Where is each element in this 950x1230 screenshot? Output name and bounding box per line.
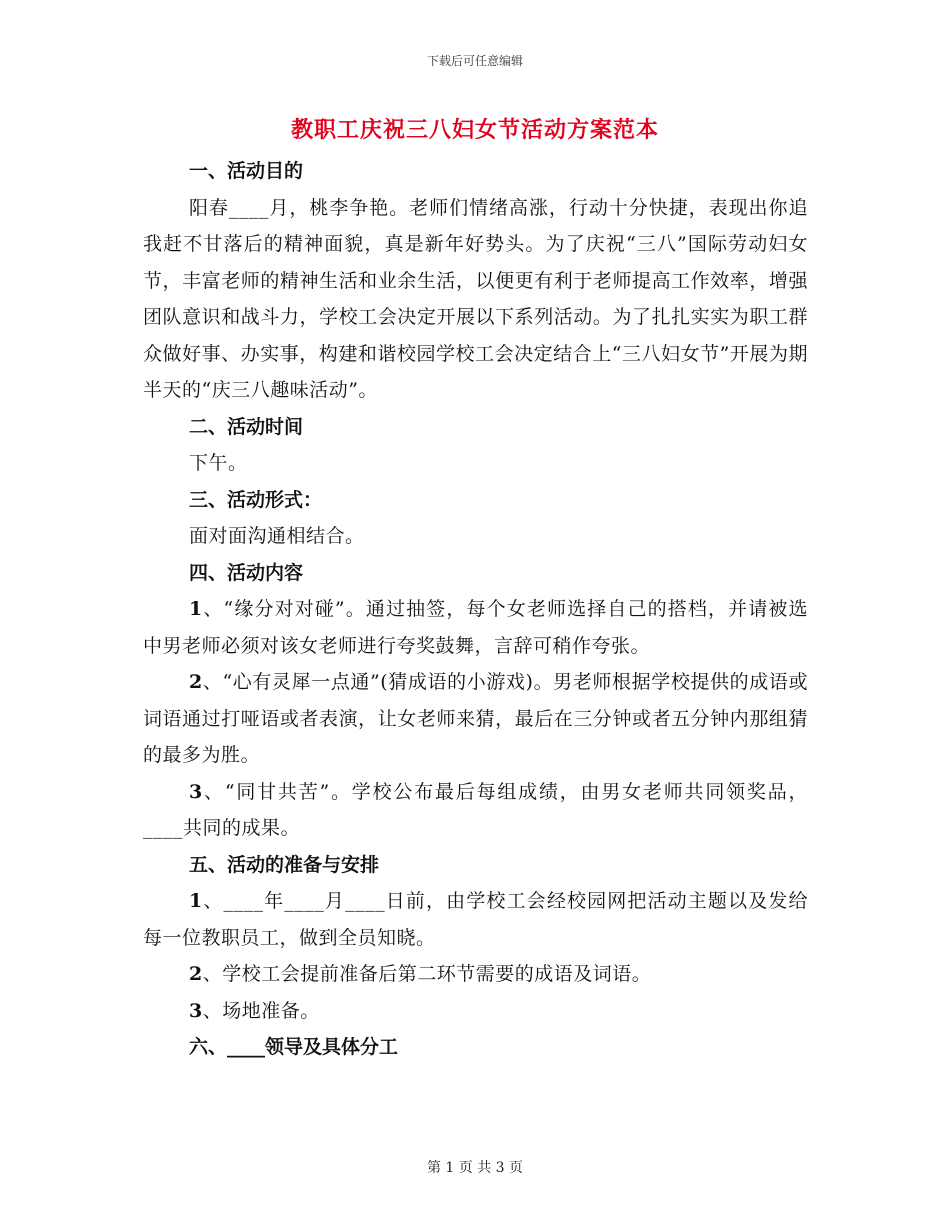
list-item <box>143 883 808 956</box>
document-body <box>143 153 808 1066</box>
list-item-text: 、____年____月____日前，由学校工会经校园网把活动主题以及发给每一位教职员工，做到全员知晓。 <box>143 890 808 949</box>
list-item-number: 3 <box>189 780 203 803</box>
list-item-text: 、“同甘共苦”。学校公布最后每组成绩，由男女老师共同领奖品，____共同的成果。 <box>143 780 808 839</box>
list-item <box>143 993 808 1030</box>
section-paragraph-purpose: 阳春____月，桃李争艳。老师们情绪高涨，行动十分快捷，表现出你追我赶不甘落后的精神面貌，真是新年好势头。为了庆祝“三八”国际劳动妇女节，丰富老师的精神生活和业余生活，以便更有利于老师提高工作效率，增强团队意识和战斗力，学校工会决定开展以下系列活动。为了扎扎实实为职工群众做好事、办实事，构建和谐校园学校工会决定结合上“三八妇女节”开展为期半天的“庆三八趣味活动”。 <box>143 196 808 401</box>
list-item-text: 、场地准备。 <box>202 999 320 1022</box>
section-heading-format: 三、活动形式： <box>189 488 323 511</box>
section-paragraph-time: 下午。 <box>189 452 248 474</box>
section-heading-time: 二、活动时间 <box>189 415 304 438</box>
section-heading-purpose: 一、活动目的 <box>189 160 304 182</box>
section-paragraph-format: 面对面沟通相结合。 <box>189 525 365 547</box>
list-item-text: 、“缘分对对碰”。通过抽签，每个女老师选择自己的搭档，并请被选中男老师必须对该女老师进行夸奖鼓舞，言辞可稍作夸张。 <box>143 598 808 657</box>
list-item-text: 、学校工会提前准备后第二环节需要的成语及词语。 <box>202 963 652 985</box>
section-heading-content: 四、活动内容 <box>189 561 304 584</box>
list-item-number: 2 <box>189 671 203 693</box>
list-item-number: 1 <box>189 598 203 620</box>
section-heading-preparation: 五、活动的准备与安排 <box>189 853 380 876</box>
list-item <box>143 591 808 664</box>
list-item-number: 3 <box>189 999 203 1022</box>
list-item-text: 、“心有灵犀一点通”(猜成语的小游戏)。男老师根据学校提供的成语或词语通过打哑语或者表演，让女老师来猜，最后在三分钟或者五分钟内那组猜的最多为胜。 <box>143 671 808 766</box>
list-item-number: 2 <box>189 963 203 985</box>
header-note: 下载后可任意编辑 <box>426 54 523 68</box>
list-item <box>143 664 808 774</box>
list-item <box>143 956 808 993</box>
section-heading-leadership: 六、____领导及具体分工 <box>189 1036 399 1058</box>
document-title: 教职工庆祝三八妇女节活动方案范本 <box>290 117 659 143</box>
list-item-number: 1 <box>189 890 203 912</box>
list-item <box>143 774 808 847</box>
page-number: 第 1 页 共 3 页 <box>426 1160 524 1176</box>
